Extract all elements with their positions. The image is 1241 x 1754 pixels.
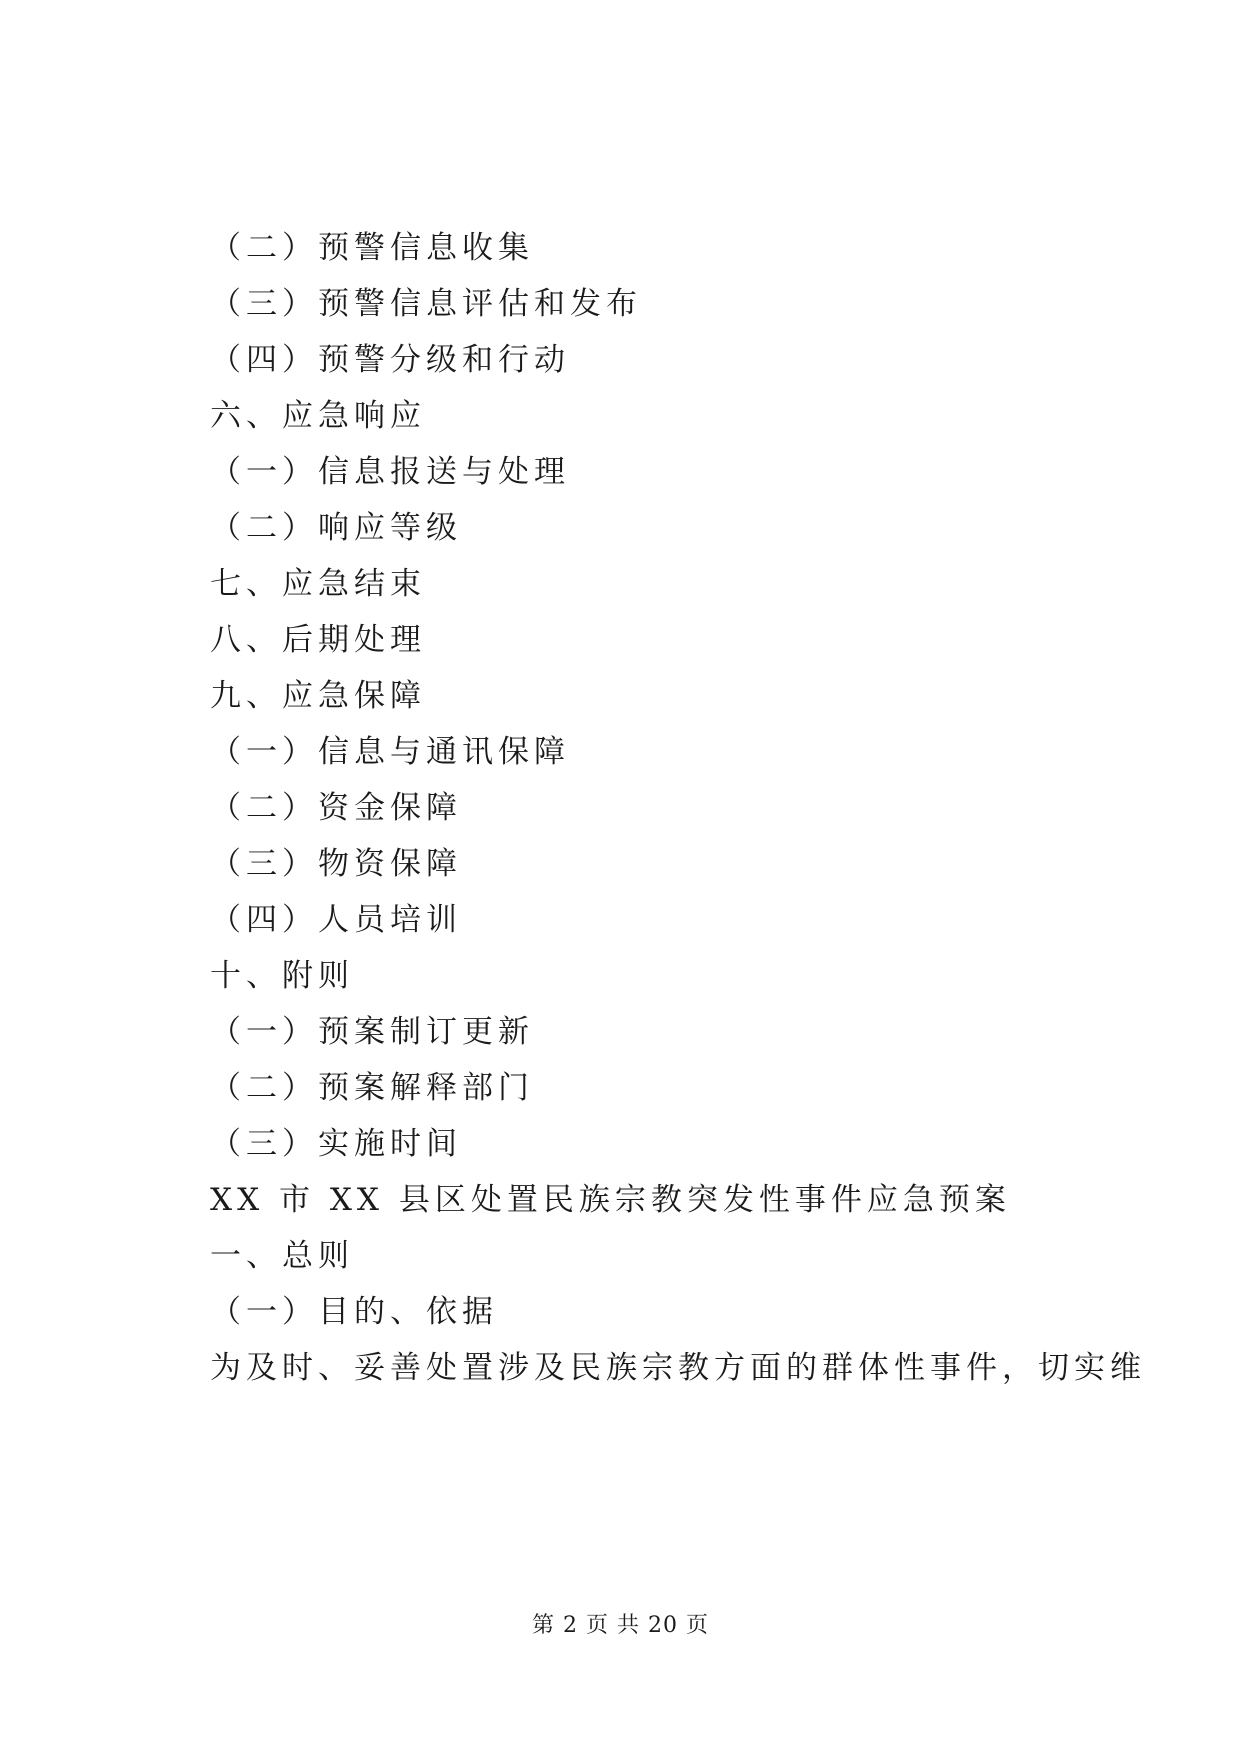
outline-line: （一）信息与通讯保障 <box>210 734 570 770</box>
outline-line: （三）实施时间 <box>210 1126 462 1162</box>
outline-line: 十、附则 <box>210 958 354 994</box>
outline-line: 七、应急结束 <box>210 566 426 602</box>
outline-line: （二）资金保障 <box>210 790 462 826</box>
outline-line: 八、后期处理 <box>210 622 426 658</box>
body-paragraph-line: 为及时、妥善处置涉及民族宗教方面的群体性事件，切实维 <box>210 1350 1146 1386</box>
outline-line: （二）响应等级 <box>210 510 462 546</box>
outline-line: （一）预案制订更新 <box>210 1014 534 1050</box>
outline-line: （二）预案解释部门 <box>210 1070 534 1106</box>
outline-line: （四）预警分级和行动 <box>210 342 570 378</box>
outline-line: 一、总则 <box>210 1238 354 1274</box>
outline-line: 九、应急保障 <box>210 678 426 714</box>
outline-line: （三）物资保障 <box>210 846 462 882</box>
outline-line: （三）预警信息评估和发布 <box>210 286 642 322</box>
outline-line: （二）预警信息收集 <box>210 230 534 266</box>
outline-line: （一）信息报送与处理 <box>210 454 570 490</box>
outline-line: 六、应急响应 <box>210 398 426 434</box>
outline-line: （一）目的、依据 <box>210 1294 498 1330</box>
document-title-line: XX 市 XX 县区处置民族宗教突发性事件应急预案 <box>210 1182 1011 1218</box>
page-footer: 第 2 页 共 20 页 <box>532 1613 709 1638</box>
outline-line: （四）人员培训 <box>210 902 462 938</box>
